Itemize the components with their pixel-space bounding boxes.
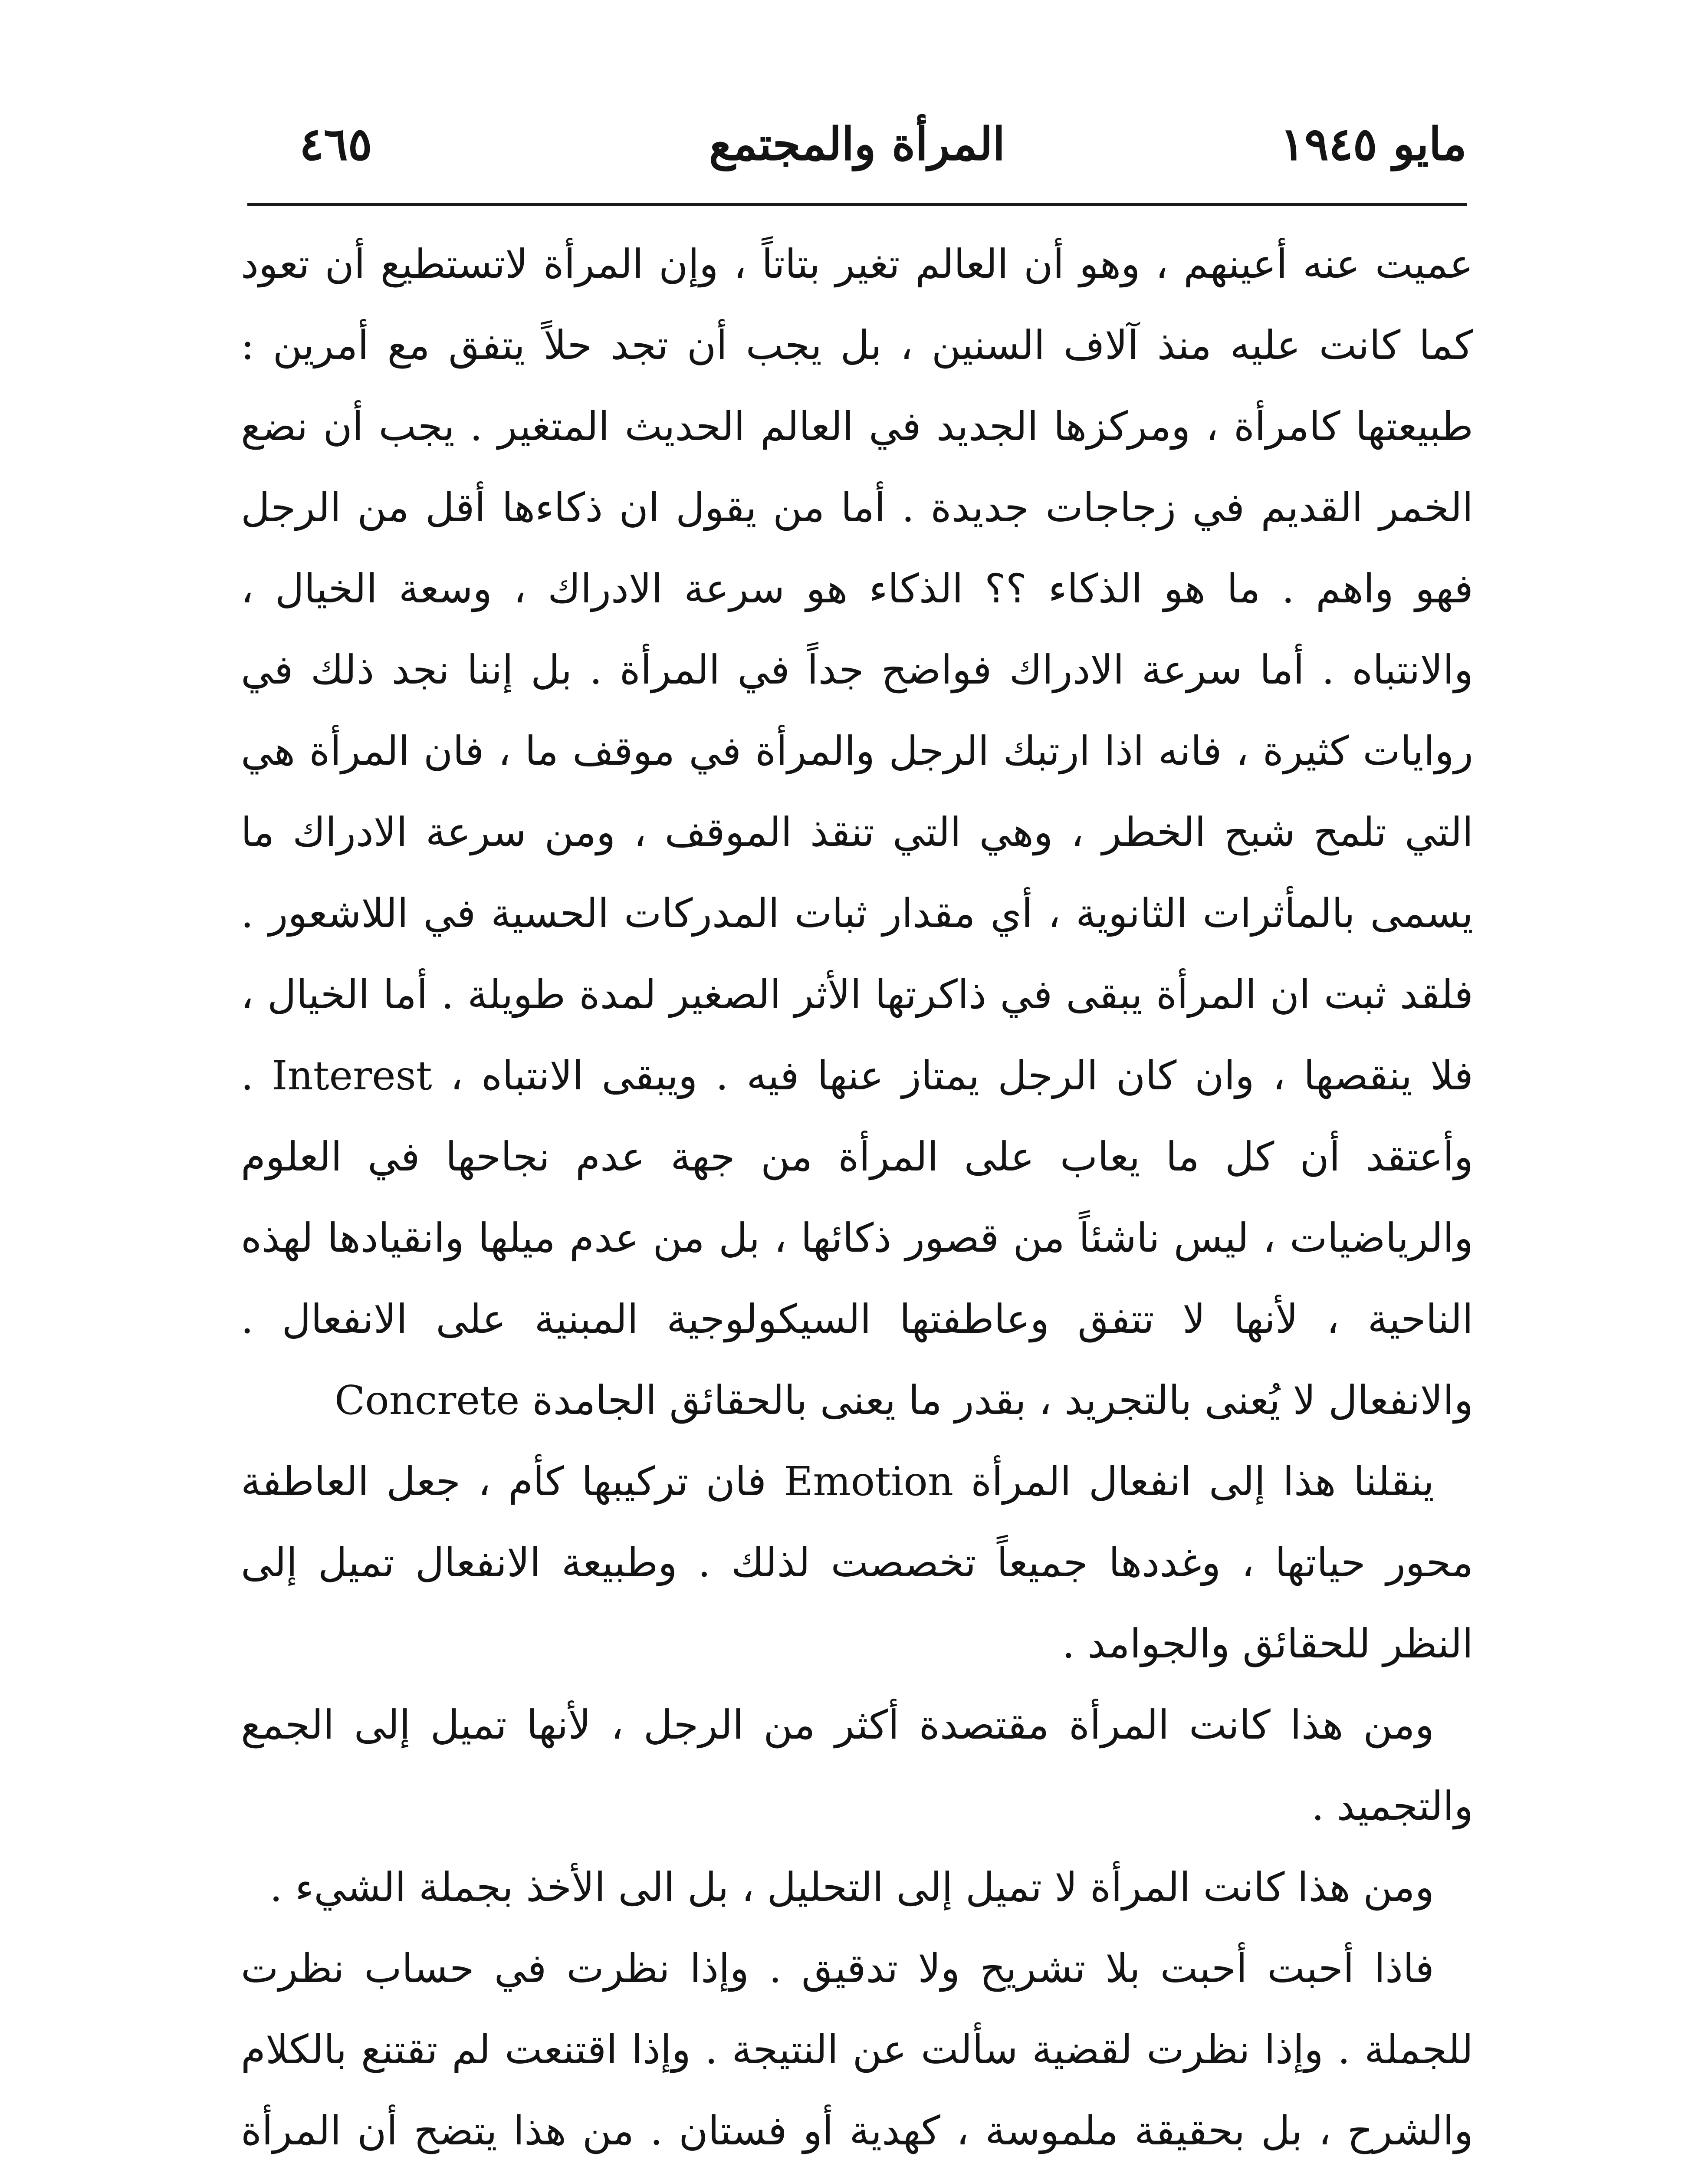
paragraph-4: ومن هذا كانت المرأة لا تميل إلى التحليل ، بل الى الأخذ بجملة الشيء . bbox=[269, 1864, 1434, 1910]
paragraph-1: عميت عنه أعينهم ، وهو أن العالم تغير بتاتاً ، وإن المرأة لاتستطيع أن تعود كما كانت عليه منذ آلاف السنين ، بل يجب أن تجد حلاً يتفق مع أمرين : طبيعتها كامرأة ، ومركزها الجديد في العالم الحديث المتغير . يجب أن نضع الخمر القديم في زجاجات جديدة . أما من يقول ان ذكاءها أقل من الرجل فهو واهم . ما هو الذكاء ؟؟ الذكاء هو سرعة الادراك ، وسعة الخيال ، والانتباه . أما سرعة الادراك فواضح جداً في المرأة . بل إننا نجد ذلك في روايات كثيرة ، فانه اذا ارتبك الرجل والمرأة في موقف ما ، فان المرأة هي التي تلمح شبح الخطر ، وهي التي تنقذ الموقف ، ومن سرعة الادراك ما يسمى بالمأثرات الثانوية ، أي مقدار ثبات المدركات الحسية في اللاشعور . فلقد ثبت ان المرأة يبقى في ذاكرتها الأثر الصغير لمدة طويلة . أما الخيال ، فلا ينقصها ، وان كان الرجل يمتاز عنها فيه . ويبقى الانتباه ، Interest . وأعتقد أن كل ما يعاب على المرأة من جهة عدم نجاحها في العلوم والرياضيات ، ليس ناشئاً من قصور ذكائها ، بل من عدم ميلها وانقيادها لهذه الناحية ، لأنها لا تتفق وعاطفتها السيكولوجية المبنية على الانفعال . والانفعال لا يُعنى بالتجريد ، بقدر ما يعنى بالحقائق الجامدة Concrete bbox=[241, 241, 1473, 1424]
page-number: ٤٦٥ bbox=[299, 117, 372, 171]
running-header bbox=[247, 108, 1467, 187]
paragraph-2: ينقلنا هذا إلى انفعال المرأة Emotion فان تركيبها كأم ، جعل العاطفة محور حياتها ، وغددها جميعاً تخصصت لذلك . وطبيعة الانفعال تميل إلى النظر للحقائق والجوامد . bbox=[241, 1458, 1473, 1667]
paragraph-5: فاذا أحبت أحبت بلا تشريح ولا تدقيق . وإذا نظرت في حساب نظرت للجملة . وإذا نظرت لقضية سألت عن النتيجة . وإذا اقتنعت لم تقتنع بالكلام والشرح ، بل بحقيقة ملموسة ، كهدية أو فستان . من هذا يتضح أن المرأة bbox=[241, 1945, 1473, 2154]
header-rule bbox=[247, 203, 1467, 206]
paragraph-3: ومن هذا كانت المرأة مقتصدة أكثر من الرجل ، لأنها تميل إلى الجمع والتجميد . bbox=[241, 1702, 1473, 1829]
header-title: المرأة والمجتمع bbox=[709, 117, 1005, 171]
article-body bbox=[241, 224, 1473, 2170]
header-date: مايو ١٩٤٥ bbox=[1280, 117, 1467, 171]
